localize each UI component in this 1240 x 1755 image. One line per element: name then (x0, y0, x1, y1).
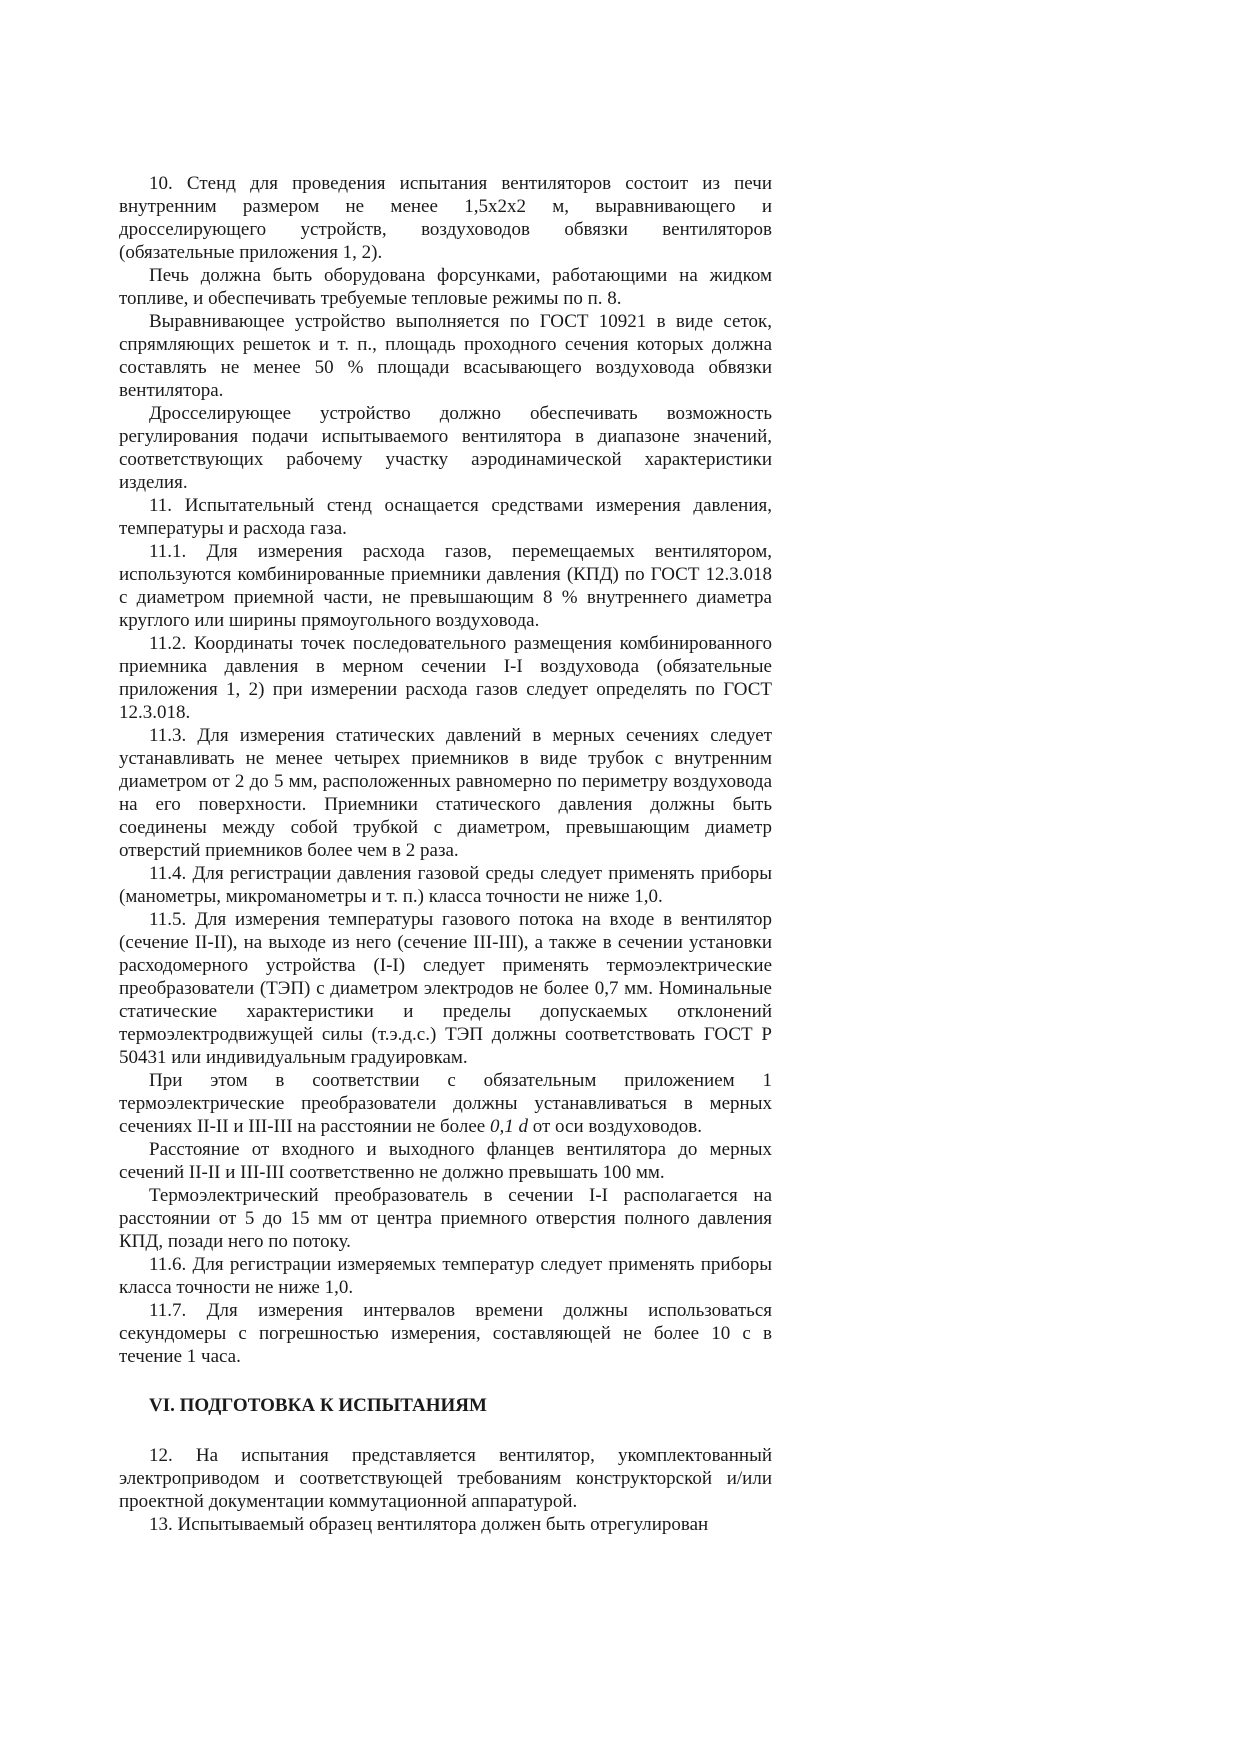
paragraph-thermocouple-section-1: Термоэлектрический преобразователь в сечении I-I располагается на расстоянии от 5 до 15 мм от центра приемного отверстия полного давления КПД, позади него по потоку. (119, 1185, 772, 1252)
paragraph-12: 12. На испытания представляется вентилятор, укомплектованный электроприводом и соответствующей требованиям конструкторской и/или проектной документации коммутационной аппаратурой. (119, 1445, 772, 1512)
paragraph-thermocouple-placement (119, 1069, 772, 1138)
paragraph-11-4: 11.4. Для регистрации давления газовой среды следует применять приборы (манометры, микроманометры и т. п.) класса точности не ниже 1,0. (119, 863, 772, 907)
paragraph-mixed-after: от оси воздуховодов. (527, 1116, 702, 1137)
paragraph-11-6: 11.6. Для регистрации измеряемых температур следует применять приборы класса точности не ниже 1,0. (119, 1254, 772, 1298)
paragraph-furnace: Печь должна быть оборудована форсунками, работающими на жидком топливе, и обеспечивать требуемые тепловые режимы по п. 8. (119, 265, 772, 309)
paragraph-13: 13. Испытываемый образец вентилятора должен быть отрегулирован (149, 1514, 709, 1535)
paragraph-10: 10. Стенд для проведения испытания вентиляторов состоит из печи внутренним размером не менее 1,5x2x2 м, выравнивающего и дросселирующего устройств, воздуховодов обвязки вентиляторов (обязательные приложения 1, 2). (119, 173, 772, 263)
paragraph-11-2: 11.2. Координаты точек последовательного размещения комбинированного приемника давления в мерном сечении I-I воздуховода (обязательные приложения 1, 2) при измерении расхода газов следует определять по ГОСТ 12.3.018. (119, 633, 772, 723)
paragraph-flange-distance: Расстояние от входного и выходного фланцев вентилятора до мерных сечений II-II и III-III соответственно не должно превышать 100 мм. (119, 1139, 772, 1183)
paragraph-11: 11. Испытательный стенд оснащается средствами измерения давления, температуры и расхода газа. (119, 495, 772, 539)
paragraph-throttle: Дросселирующее устройство должно обеспечивать возможность регулирования подачи испытываемого вентилятора в диапазоне значений, соответствующих рабочему участку аэродинамической характеристики изделия. (119, 403, 772, 493)
section-heading: VI. ПОДГОТОВКА К ИСПЫТАНИЯМ (149, 1395, 487, 1416)
paragraph-11-3: 11.3. Для измерения статических давлений в мерных сечениях следует устанавливать не менее четырех приемников в виде трубок с внутренним диаметром от 2 до 5 мм, расположенных равномерно по периметру воздуховода на его поверхности. Приемники статического давления должны быть соединены между собой трубкой с диаметром, превышающим диаметр отверстий приемников более чем в 2 раза. (119, 725, 772, 861)
document-page (119, 172, 772, 1536)
paragraph-11-1: 11.1. Для измерения расхода газов, перемещаемых вентилятором, используются комбинированные приемники давления (КПД) по ГОСТ 12.3.018 с диаметром приемной части, не превышающим 8 % внутреннего диаметра круглого или ширины прямоугольного воздуховода. (119, 541, 772, 631)
paragraph-mixed-before: При этом в соответствии с обязательным приложением 1 термоэлектрические преобразователи должны устанавливаться в мерных сечениях II-II и III-III на расстоянии не более (119, 1070, 772, 1137)
paragraph-mixed-italic: 0,1 d (489, 1116, 528, 1137)
paragraph-equalizer: Выравнивающее устройство выполняется по ГОСТ 10921 в виде сеток, спрямляющих решеток и т. п., площадь проходного сечения которых должна составлять не менее 50 % площади всасывающего воздуховода обвязки вентилятора. (119, 311, 772, 401)
paragraph-11-5: 11.5. Для измерения температуры газового потока на входе в вентилятор (сечение II-II), на выходе из него (сечение III-III), а также в сечении установки расходомерного устройства (I-I) следует применять термоэлектрические преобразователи (ТЭП) с диаметром электродов не более 0,7 мм. Номинальные статические характеристики и пределы допускаемых отклонений термоэлектродвижущей силы (т.э.д.с.) ТЭП должны соответствовать ГОСТ Р 50431 или индивидуальным градуировкам. (119, 909, 772, 1068)
paragraph-11-7: 11.7. Для измерения интервалов времени должны использоваться секундомеры с погрешностью измерения, составляющей не более 10 с в течение 1 часа. (119, 1300, 772, 1367)
